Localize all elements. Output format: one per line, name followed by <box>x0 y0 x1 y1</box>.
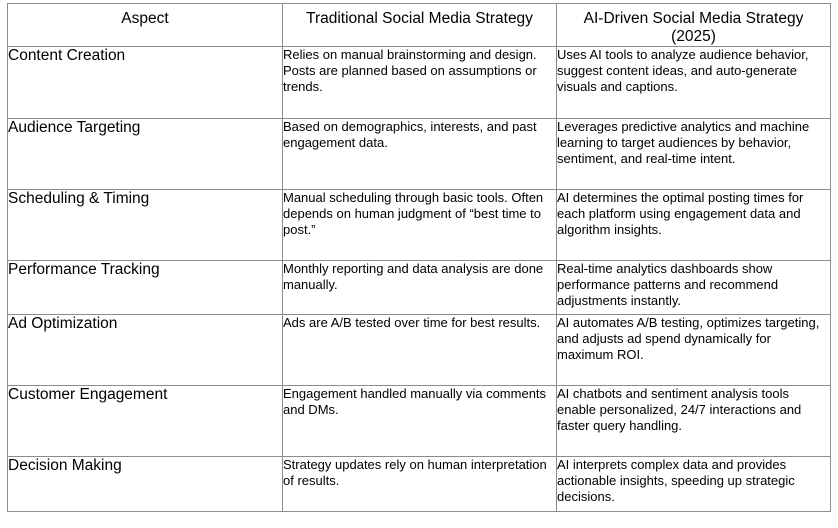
table-row <box>8 315 831 386</box>
ai-cell: Real-time analytics dashboards show performance patterns and recommend adjustments instantly. <box>557 261 831 315</box>
aspect-cell: Ad Optimization <box>8 315 283 386</box>
aspect-cell: Content Creation <box>8 47 283 119</box>
comparison-table <box>7 3 831 512</box>
header-aspect: Aspect <box>8 4 283 47</box>
table-row <box>8 386 831 457</box>
ai-cell: AI automates A/B testing, optimizes targeting, and adjusts ad spend dynamically for maximum ROI. <box>557 315 831 386</box>
header-ai-driven: AI-Driven Social Media Strategy (2025) <box>557 4 831 47</box>
header-traditional: Traditional Social Media Strategy <box>283 4 557 47</box>
aspect-cell: Scheduling & Timing <box>8 190 283 261</box>
traditional-cell: Monthly reporting and data analysis are done manually. <box>283 261 557 315</box>
table-header-row <box>8 4 831 47</box>
ai-cell: AI determines the optimal posting times for each platform using engagement data and algorithm insights. <box>557 190 831 261</box>
traditional-cell: Ads are A/B tested over time for best results. <box>283 315 557 386</box>
aspect-cell: Customer Engagement <box>8 386 283 457</box>
aspect-cell: Decision Making <box>8 457 283 512</box>
ai-cell: AI chatbots and sentiment analysis tools enable personalized, 24/7 interactions and faster query handling. <box>557 386 831 457</box>
table-row <box>8 457 831 512</box>
aspect-cell: Performance Tracking <box>8 261 283 315</box>
ai-cell: Leverages predictive analytics and machine learning to target audiences by behavior, sentiment, and real-time intent. <box>557 119 831 190</box>
aspect-cell: Audience Targeting <box>8 119 283 190</box>
table-row <box>8 190 831 261</box>
traditional-cell: Relies on manual brainstorming and design. Posts are planned based on assumptions or trends. <box>283 47 557 119</box>
traditional-cell: Strategy updates rely on human interpretation of results. <box>283 457 557 512</box>
table-row <box>8 47 831 119</box>
table-row <box>8 261 831 315</box>
table-row <box>8 119 831 190</box>
traditional-cell: Based on demographics, interests, and past engagement data. <box>283 119 557 190</box>
traditional-cell: Manual scheduling through basic tools. Often depends on human judgment of “best time to post.” <box>283 190 557 261</box>
ai-cell: AI interprets complex data and provides actionable insights, speeding up strategic decisions. <box>557 457 831 512</box>
ai-cell: Uses AI tools to analyze audience behavior, suggest content ideas, and auto-generate visuals and captions. <box>557 47 831 119</box>
traditional-cell: Engagement handled manually via comments and DMs. <box>283 386 557 457</box>
